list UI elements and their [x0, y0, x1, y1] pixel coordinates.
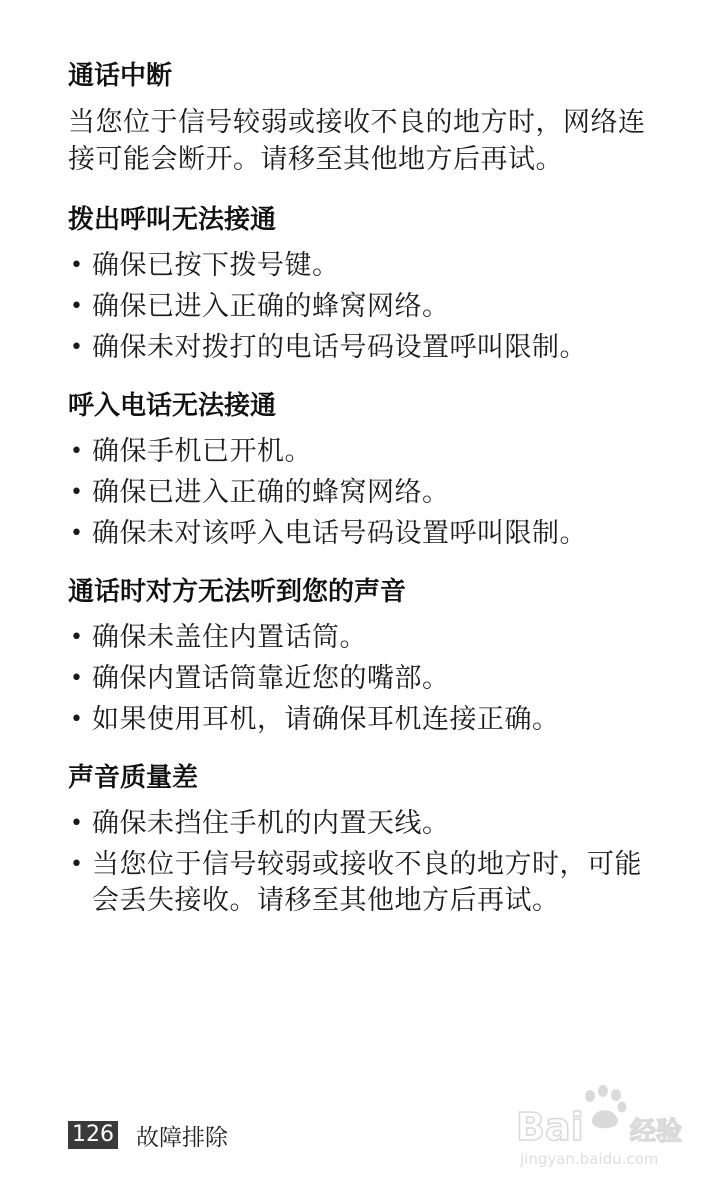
- bullet-item: [68, 434, 668, 470]
- svg-text:经验: 经验: [630, 1117, 683, 1147]
- section-heading: 声音质量差: [68, 763, 199, 793]
- bullet-dot-icon: •: [70, 294, 84, 319]
- bullet-item: [68, 702, 668, 738]
- bullet-dot-icon: •: [70, 852, 84, 877]
- bullet-text: 确保手机已开机。: [92, 436, 312, 467]
- watermark-url-text: jingyan.baidu.com: [520, 1150, 659, 1168]
- bullet-item: [68, 661, 668, 697]
- bullet-dot-icon: •: [70, 521, 84, 546]
- bullet-text: 确保已进入正确的蜂窝网络。: [92, 477, 450, 508]
- bullet-dot-icon: •: [70, 666, 84, 691]
- bullet-dot-icon: •: [70, 811, 84, 836]
- bullet-list: [68, 248, 668, 366]
- section-other-party-cannot-hear: [68, 574, 668, 738]
- bullet-text: 确保未对该呼入电话号码设置呼叫限制。: [92, 518, 587, 549]
- bullet-dot-icon: •: [70, 480, 84, 505]
- bullet-item: [68, 620, 668, 656]
- bullet-dot-icon: •: [70, 335, 84, 360]
- bullet-list: [68, 434, 668, 552]
- section-heading: 通话中断: [68, 61, 173, 91]
- section-heading: 通话时对方无法听到您的声音: [68, 577, 407, 607]
- bullet-item: [68, 847, 668, 919]
- page-number: 126: [68, 1121, 118, 1149]
- section-incoming-calls: [68, 388, 668, 552]
- bullet-item: [68, 248, 668, 284]
- bullet-list: [68, 620, 668, 738]
- bullet-dot-icon: •: [70, 439, 84, 464]
- baidu-watermark-logo: [512, 1082, 708, 1172]
- bullet-text: 当您位于信号较弱或接收不良的地方时，可能会丢失接收。请移至其他地方后再试。: [92, 849, 642, 916]
- bullet-text: 确保已进入正确的蜂窝网络。: [92, 291, 450, 322]
- svg-text:Bai: Bai: [516, 1105, 584, 1149]
- section-paragraph: 当您位于信号较弱或接收不良的地方时，网络连接可能会断开。请移至其他地方后再试。: [68, 107, 646, 175]
- section-poor-sound-quality: [68, 760, 668, 919]
- bullet-text: 如果使用耳机，请确保耳机连接正确。: [92, 704, 560, 735]
- bullet-item: [68, 806, 668, 842]
- bullet-text: 确保未对拨打的电话号码设置呼叫限制。: [92, 332, 587, 363]
- section-heading: 拨出呼叫无法接通: [68, 205, 277, 235]
- bullet-item: [68, 289, 668, 325]
- section-call-dropped: [68, 58, 668, 178]
- chapter-title: 故障排除: [136, 1124, 228, 1151]
- bullet-dot-icon: •: [70, 253, 84, 278]
- page-footer: [68, 1120, 228, 1150]
- bullet-text: 确保内置话筒靠近您的嘴部。: [92, 663, 450, 694]
- bullet-dot-icon: •: [70, 625, 84, 650]
- section-outgoing-calls: [68, 202, 668, 366]
- section-heading: 呼入电话无法接通: [68, 391, 277, 421]
- bullet-item: [68, 330, 668, 366]
- bullet-item: [68, 516, 668, 552]
- bullet-text: 确保未挡住手机的内置天线。: [92, 808, 450, 839]
- bullet-text: 确保未盖住内置话筒。: [92, 622, 367, 653]
- bullet-text: 确保已按下拨号键。: [92, 250, 340, 281]
- bullet-list: [68, 806, 668, 919]
- page-content: [68, 58, 668, 924]
- bullet-item: [68, 475, 668, 511]
- bullet-dot-icon: •: [70, 707, 84, 732]
